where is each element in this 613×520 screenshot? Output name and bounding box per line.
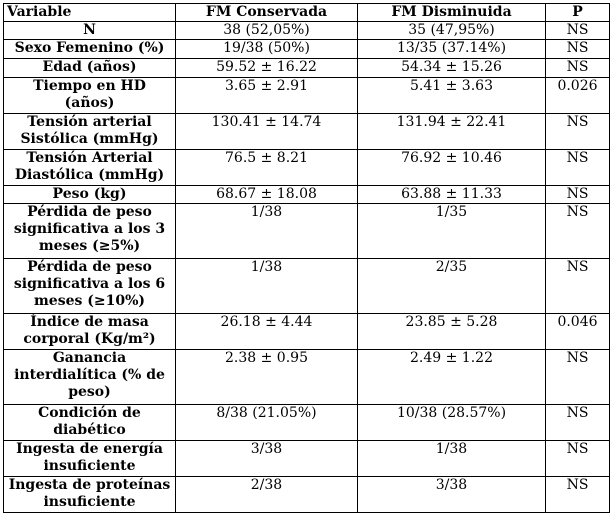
row-fm-conservada: 38 (52,05%) xyxy=(176,22,358,40)
row-fm-disminuida: 23.85 ± 5.28 xyxy=(358,314,546,350)
row-variable: Peso (kg) xyxy=(4,186,176,204)
table-row xyxy=(4,259,610,314)
row-fm-disminuida: 5.41 ± 3.63 xyxy=(358,78,546,114)
row-fm-disminuida: 131.94 ± 22.41 xyxy=(358,114,546,150)
row-fm-disminuida: 1/35 xyxy=(358,204,546,259)
row-fm-disminuida: 1/38 xyxy=(358,441,546,477)
table-row xyxy=(4,59,610,78)
row-fm-conservada: 130.41 ± 14.74 xyxy=(176,114,358,150)
row-fm-conservada: 2/38 xyxy=(176,477,358,513)
row-p-value: NS xyxy=(546,40,610,59)
row-p-value: NS xyxy=(546,477,610,513)
row-variable: Ingesta de proteínas insuficiente xyxy=(4,477,176,513)
row-fm-disminuida: 10/38 (28.57%) xyxy=(358,405,546,441)
row-fm-disminuida: 54.34 ± 15.26 xyxy=(358,59,546,78)
table-row xyxy=(4,350,610,405)
row-variable: Condición de diabético xyxy=(4,405,176,441)
table-row xyxy=(4,114,610,150)
header-variable: Variable xyxy=(4,4,176,22)
row-p-value: NS xyxy=(546,114,610,150)
row-p-value: NS xyxy=(546,186,610,204)
row-fm-disminuida: 3/38 xyxy=(358,477,546,513)
row-fm-conservada: 68.67 ± 18.08 xyxy=(176,186,358,204)
row-fm-conservada: 76.5 ± 8.21 xyxy=(176,150,358,186)
row-variable: Edad (años) xyxy=(4,59,176,78)
row-fm-disminuida: 63.88 ± 11.33 xyxy=(358,186,546,204)
table-row xyxy=(4,78,610,114)
row-fm-disminuida: 76.92 ± 10.46 xyxy=(358,150,546,186)
table-row xyxy=(4,186,610,204)
row-p-value: NS xyxy=(546,150,610,186)
data-table xyxy=(3,3,610,513)
row-p-value: NS xyxy=(546,441,610,477)
row-fm-conservada: 59.52 ± 16.22 xyxy=(176,59,358,78)
row-fm-disminuida: 2.49 ± 1.22 xyxy=(358,350,546,405)
row-variable: Pérdida de peso significativa a los 6 meses (≥10%) xyxy=(4,259,176,314)
row-p-value: 0.026 xyxy=(546,78,610,114)
table-row xyxy=(4,40,610,59)
header-fm-disminuida: FM Disminuida xyxy=(358,4,546,22)
header-p: P xyxy=(546,4,610,22)
table-row xyxy=(4,441,610,477)
row-variable: Pérdida de peso significativa a los 3 meses (≥5%) xyxy=(4,204,176,259)
row-fm-conservada: 1/38 xyxy=(176,204,358,259)
row-variable: N xyxy=(4,22,176,40)
row-fm-conservada: 2.38 ± 0.95 xyxy=(176,350,358,405)
row-fm-conservada: 1/38 xyxy=(176,259,358,314)
table-row xyxy=(4,204,610,259)
row-p-value: NS xyxy=(546,59,610,78)
row-fm-conservada: 19/38 (50%) xyxy=(176,40,358,59)
table-row xyxy=(4,405,610,441)
row-fm-conservada: 8/38 (21.05%) xyxy=(176,405,358,441)
row-p-value: NS xyxy=(546,405,610,441)
row-fm-disminuida: 2/35 xyxy=(358,259,546,314)
row-p-value: NS xyxy=(546,350,610,405)
row-p-value: NS xyxy=(546,204,610,259)
row-fm-disminuida: 35 (47,95%) xyxy=(358,22,546,40)
row-fm-conservada: 26.18 ± 4.44 xyxy=(176,314,358,350)
row-p-value: NS xyxy=(546,259,610,314)
row-variable: Tensión Arterial Diastólica (mmHg) xyxy=(4,150,176,186)
table-row xyxy=(4,314,610,350)
row-fm-disminuida: 13/35 (37.14%) xyxy=(358,40,546,59)
row-variable: Tiempo en HD (años) xyxy=(4,78,176,114)
row-variable: Índice de masa corporal (Kg/m²) xyxy=(4,314,176,350)
row-variable: Tensión arterial Sistólica (mmHg) xyxy=(4,114,176,150)
header-row xyxy=(4,4,610,22)
row-fm-conservada: 3/38 xyxy=(176,441,358,477)
table-row xyxy=(4,477,610,513)
table-row xyxy=(4,22,610,40)
row-p-value: NS xyxy=(546,22,610,40)
table-row xyxy=(4,150,610,186)
row-fm-conservada: 3.65 ± 2.91 xyxy=(176,78,358,114)
row-variable: Ganancia interdialítica (% de peso) xyxy=(4,350,176,405)
row-variable: Ingesta de energía insuficiente xyxy=(4,441,176,477)
row-p-value: 0.046 xyxy=(546,314,610,350)
header-fm-conservada: FM Conservada xyxy=(176,4,358,22)
row-variable: Sexo Femenino (%) xyxy=(4,40,176,59)
